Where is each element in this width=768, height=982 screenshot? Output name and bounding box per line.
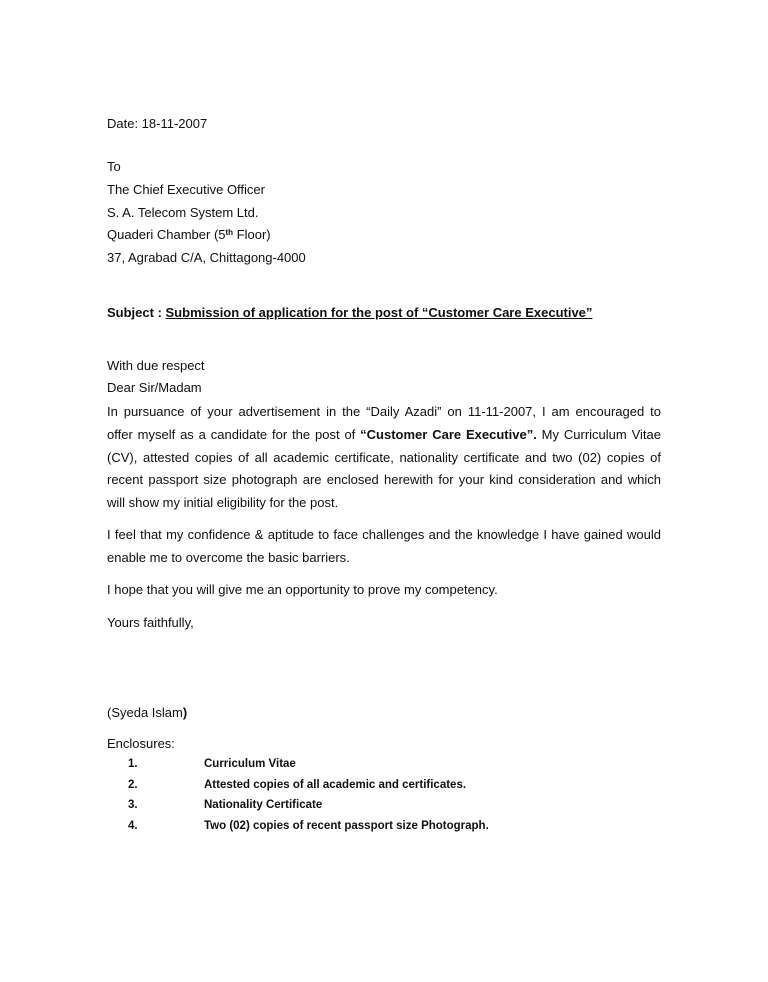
p1-line-4: recent passport size photograph are enclosed herewith for your kind consideration and which	[107, 472, 661, 487]
p1-line-2	[107, 427, 661, 443]
p1-line-2-post: My Curriculum Vitae	[536, 427, 661, 442]
signature-close-paren: )	[182, 705, 188, 720]
p1-line-3: (CV), attested copies of all academic certificate, nationality certificate and two (02) copies of	[107, 450, 661, 465]
enclosure-item: Nationality Certificate	[204, 799, 323, 811]
p1-post-name: “Customer Care Executive”.	[360, 427, 537, 442]
enclosure-number: 1.	[128, 758, 138, 770]
p1-line-1: In pursuance of your advertisement in the “Daily Azadi” on 11-11-2007, I am encouraged to	[107, 404, 661, 419]
enclosure-item: Curriculum Vitae	[204, 758, 296, 770]
enclosure-item: Two (02) copies of recent passport size Photograph.	[204, 820, 489, 832]
subject-label: Subject :	[107, 305, 166, 320]
recipient-address-line2: 37, Agrabad C/A, Chittagong-4000	[107, 250, 306, 265]
letter-date: Date: 18-11-2007	[107, 116, 208, 131]
address-line1-post: Floor)	[233, 227, 271, 242]
enclosure-item: Attested copies of all academic and certificates.	[204, 779, 467, 791]
p2-line-2: enable me to overcome the basic barriers.	[107, 550, 350, 565]
p1-line-2-pre: offer myself as a candidate for the post of	[107, 427, 361, 442]
address-line1-sup: th	[225, 228, 234, 237]
body-paragraph-3: I hope that you will give me an opportunity to prove my competency.	[107, 582, 498, 597]
address-line1-pre: Quaderi Chamber (5	[107, 227, 226, 242]
p2-line-1: I feel that my confidence & aptitude to face challenges and the knowledge I have gained would	[107, 527, 661, 542]
signature-name: (Syeda Islam	[107, 705, 183, 720]
signature	[107, 705, 187, 721]
enclosures-label: Enclosures:	[107, 736, 175, 751]
p1-line-5: will show my initial eligibility for the post.	[107, 495, 339, 510]
closing: Yours faithfully,	[107, 615, 194, 630]
recipient-address-line1	[107, 227, 271, 243]
enclosure-number: 2.	[128, 779, 138, 791]
salutation-dear: Dear Sir/Madam	[107, 380, 202, 395]
subject-text: Submission of application for the post of “Customer Care Executive”	[165, 305, 593, 320]
recipient-title: The Chief Executive Officer	[107, 182, 265, 197]
subject-line	[107, 305, 592, 321]
enclosure-number: 4.	[128, 820, 138, 832]
recipient-to: To	[107, 159, 121, 174]
recipient-company: S. A. Telecom System Ltd.	[107, 205, 259, 220]
salutation-respect: With due respect	[107, 358, 205, 373]
enclosure-number: 3.	[128, 799, 138, 811]
